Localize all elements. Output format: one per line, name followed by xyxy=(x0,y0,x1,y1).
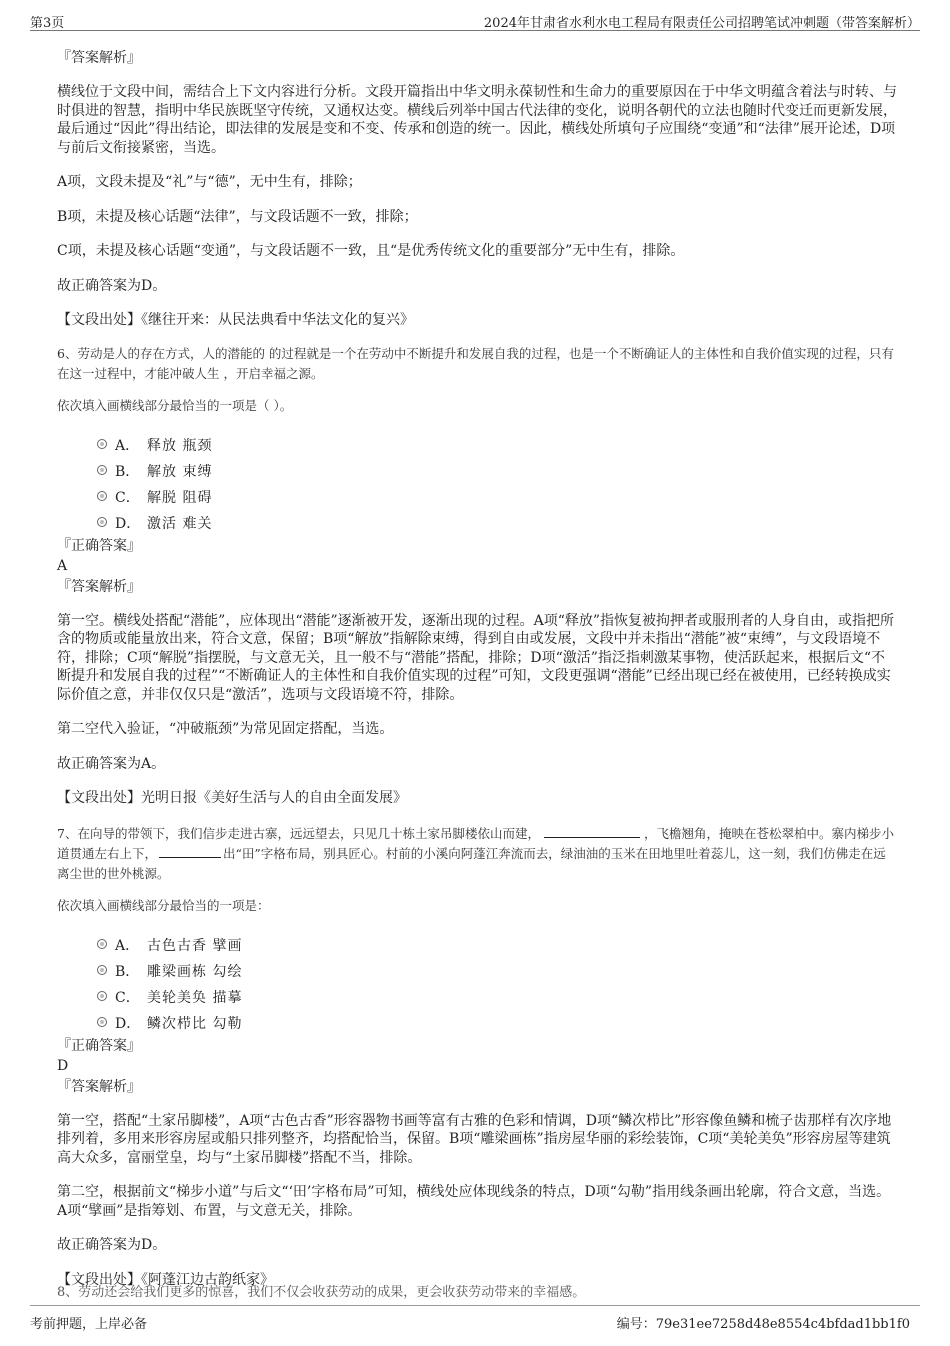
page-header xyxy=(30,8,920,31)
q7-option-b[interactable]: B． 雕梁画栋 勾绘 xyxy=(57,958,897,984)
page-footer xyxy=(30,1305,920,1346)
q5-option-b-note: B项，未提及核心话题“法律”，与文段话题不一致，排除； xyxy=(57,208,418,225)
fill-blank-2 xyxy=(159,845,221,858)
q7-prompt: 依次填入画横线部分最恰当的一项是： xyxy=(57,897,270,913)
analysis-label: 『答案解析』 xyxy=(57,50,141,66)
q7-option-c[interactable]: C． 美轮美奂 描摹 xyxy=(57,984,897,1010)
q5-source: 【文段出处】《继往开来：从民法典看中华法文化的复兴》 xyxy=(57,312,414,328)
document-body xyxy=(57,44,897,1289)
fill-blank-1 xyxy=(544,825,640,838)
q6-conclusion: 故正确答案为A。 xyxy=(57,755,166,772)
q5-option-c-note: C项，未提及核心话题“变通”，与文段话题不一致，且“是优秀传统文化的重要部分”无中生有，排除。 xyxy=(57,243,685,259)
q7-conclusion: 故正确答案为D。 xyxy=(57,1237,167,1253)
radio-icon[interactable] xyxy=(97,991,107,1001)
q7-analysis-2: 第二空，根据前文“梯步小道”与后文“‘田’字格布局”可知，横线处应体现线条的特点，D项“勾勒”指用线条画出轮廓，符合文意，当选。A项“擘画”是指筹划、布置，与文意无关，排除。 xyxy=(57,1184,891,1219)
q8-stem-partial: 8、劳动还会给我们更多的惊喜，我们不仅会收获劳动的成果，更会收获劳动带来的幸福感。 xyxy=(57,1285,586,1300)
radio-icon[interactable] xyxy=(97,465,107,475)
radio-icon[interactable] xyxy=(97,1017,107,1027)
q6-prompt: 依次填入画横线部分最恰当的一项是（ ）。 xyxy=(57,397,293,413)
q7-source: 【文段出处】《阿蓬江边古韵纸家》 xyxy=(57,1271,274,1288)
page-number: 第3页 xyxy=(30,16,65,31)
q7-option-d[interactable]: D． 鳞次栉比 勾勒 xyxy=(57,1010,897,1036)
correct-answer-label: 『正确答案』 xyxy=(57,537,141,554)
q6-option-a[interactable]: A． 释放 瓶颈 xyxy=(57,432,897,458)
q6-analysis-2: 第二空代入验证，“冲破瓶颈”为常见固定搭配，当选。 xyxy=(57,721,394,737)
analysis-label: 『答案解析』 xyxy=(57,1078,141,1095)
q7-answer: D xyxy=(57,1057,69,1074)
q6-stem: 6、劳动是人的存在方式，人的潜能的 的过程就是一个在劳动中不断提升和发展自我的过程，也是一个不断确证人的主体性和自我价值实现的过程，只有在这一过程中，才能冲破人生 ，开启幸福之源。 xyxy=(57,345,894,381)
correct-answer-label: 『正确答案』 xyxy=(57,1037,141,1054)
radio-icon[interactable] xyxy=(97,491,107,501)
q6-answer: A xyxy=(57,557,68,574)
q6-analysis-1: 第一空。横线处搭配“潜能”，应体现出“潜能”逐渐被开发，逐渐出现的过程。A项“释放”指恢复被拘押者或服刑者的人身自由，或指把所含的物质或能量放出来，符合文意，保留；B项“解放”指解除束缚，得到自由或发展，文段中并未指出“潜能”被“束缚”，与文段语境不符，排除；C项“解脱”指摆脱，与文意无关，且一般不与“潜能”搭配，排除；D项“激活”指泛指刺激某事物，使活跃起来，根据后文“不断提升和发展自我的过程”“不断确证人的主体性和自我价值实现的过程”可知，文段更强调“潜能”已经出现已经在被使用，已经转换成实际价值之意，并非仅仅只是“激活”，选项与文段语境不符，排除。 xyxy=(57,612,895,703)
q6-option-d[interactable]: D． 激活 难关 xyxy=(57,510,897,536)
q6-option-b[interactable]: B． 解放 束缚 xyxy=(57,458,897,484)
q5-analysis: 横线位于文段中间，需结合上下文内容进行分析。文段开篇指出中华文明永葆韧性和生命力的重要原因在于中华文明蕴含着法与时转、与时俱进的智慧，指明中华民族既坚守传统，又通权达变。横线后列举中国古代法律的变化，说明各朝代的立法也随时代变迁而更新发展，最后通过“因此”得出结论，即法律的发展是变和不变、传承和创造的统一。因此，横线处所填句子应围绕“变通”和“法律”展开论述，D项与前后文衔接紧密，当选。 xyxy=(57,84,897,156)
radio-icon[interactable] xyxy=(97,439,107,449)
q7-option-a[interactable]: A． 古色古香 擘画 xyxy=(57,932,897,958)
q7-stem: 7、在向导的带领下，我们信步走进古寨，远远望去，只见几十栋土家吊脚楼依山而建， ，飞檐翘角，掩映在苍松翠柏中。寨内梯步小道贯通左右上下， 出“田”字格布局，别具匠心。村前的小溪向阿蓬江奔流而去，绿油油的玉米在田地里吐着蕊儿，这一刻，我们仿佛走在远离尘世的世外桃源。 xyxy=(57,825,894,881)
document-title: 2024年甘肃省水利水电工程局有限责任公司招聘笔试冲刺题（带答案解析） xyxy=(483,16,920,31)
q5-option-a-note: A项，文段未提及“礼”与“德”，无中生有，排除； xyxy=(57,174,362,190)
q5-conclusion: 故正确答案为D。 xyxy=(57,277,167,294)
radio-icon[interactable] xyxy=(97,517,107,527)
q7-options xyxy=(57,932,897,1036)
document-code: 编号：79e31ee7258d48e8554c4bfdad1bb1f0 xyxy=(616,1317,910,1332)
q6-source: 【文段出处】光明日报《美好生活与人的自由全面发展》 xyxy=(57,790,407,806)
q6-option-c[interactable]: C． 解脱 阻碍 xyxy=(57,484,897,510)
radio-icon[interactable] xyxy=(97,965,107,975)
q6-options xyxy=(57,432,897,536)
q7-analysis-1: 第一空，搭配“土家吊脚楼”，A项“古色古香”形容器物书画等富有古雅的色彩和情调，D项“鳞次栉比”形容像鱼鳞和梳子齿那样有次序地排列着，多用来形容房屋或船只排列整齐，均搭配恰当，保留。B项“雕梁画栋”指房屋华丽的彩绘装饰，C项“美轮美奂”形容房屋等建筑高大众多，富丽堂皇，均与“土家吊脚楼”搭配不当，排除。 xyxy=(57,1112,892,1166)
radio-icon[interactable] xyxy=(97,939,107,949)
analysis-label: 『答案解析』 xyxy=(57,578,141,595)
footer-slogan: 考前押题，上岸必备 xyxy=(30,1317,148,1332)
